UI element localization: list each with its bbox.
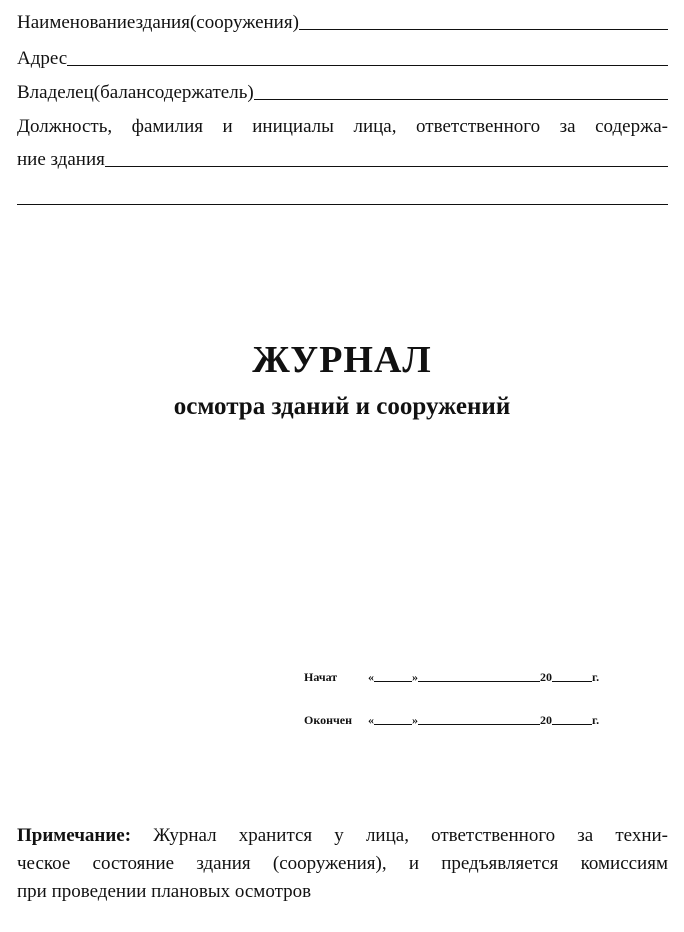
note-line3: при проведении плановых осмотров	[17, 881, 312, 902]
finished-year-suffix: г.	[592, 713, 600, 727]
address-field	[17, 48, 668, 70]
finished-label: Окончен	[304, 713, 353, 727]
owner-label: Владелец(балансодержатель)	[17, 82, 254, 103]
finished-day-blank	[374, 724, 412, 725]
finished-close-quote: »	[412, 713, 418, 727]
started-year-blank	[552, 681, 592, 682]
finished-century: 20	[540, 713, 552, 727]
address-label: Адрес	[17, 48, 68, 69]
note-text1: Журнал хранится у лица, ответственного за техни-	[153, 825, 668, 846]
journal-subtitle: осмотра зданий и сооружений	[173, 393, 511, 420]
started-open-quote: «	[368, 670, 374, 684]
note-label: Примечание:	[17, 825, 132, 846]
finished-open-quote: «	[368, 713, 374, 727]
responsible-field	[17, 149, 668, 171]
building-name-label: Наименованиездания(сооружения)	[17, 12, 299, 33]
started-year-suffix: г.	[592, 670, 600, 684]
finished-year-blank	[552, 724, 592, 725]
extra-blank-line	[17, 204, 668, 205]
started-close-quote: »	[412, 670, 418, 684]
address-blank	[67, 65, 668, 66]
started-century: 20	[540, 670, 552, 684]
building-name-blank	[299, 29, 668, 30]
finished-month-blank	[418, 724, 540, 725]
started-label: Начат	[304, 670, 338, 684]
started-month-blank	[418, 681, 540, 682]
responsible-blank	[105, 166, 668, 167]
started-day-blank	[374, 681, 412, 682]
responsible-label-line1: Должность, фамилия и инициалы лица, ответственного за содержа-	[17, 116, 668, 137]
owner-field	[17, 82, 668, 104]
note-block	[17, 822, 668, 906]
journal-title: ЖУРНАЛ	[252, 339, 432, 381]
note-line2: ческое состояние здания (сооружения), и предъявляется комиссиям	[17, 853, 668, 874]
started-date-row	[304, 670, 599, 684]
note-line1	[17, 822, 668, 850]
finished-date-row	[304, 713, 599, 727]
owner-blank	[254, 99, 668, 100]
building-name-field	[17, 12, 668, 34]
responsible-label-line2: ние здания	[17, 149, 105, 170]
